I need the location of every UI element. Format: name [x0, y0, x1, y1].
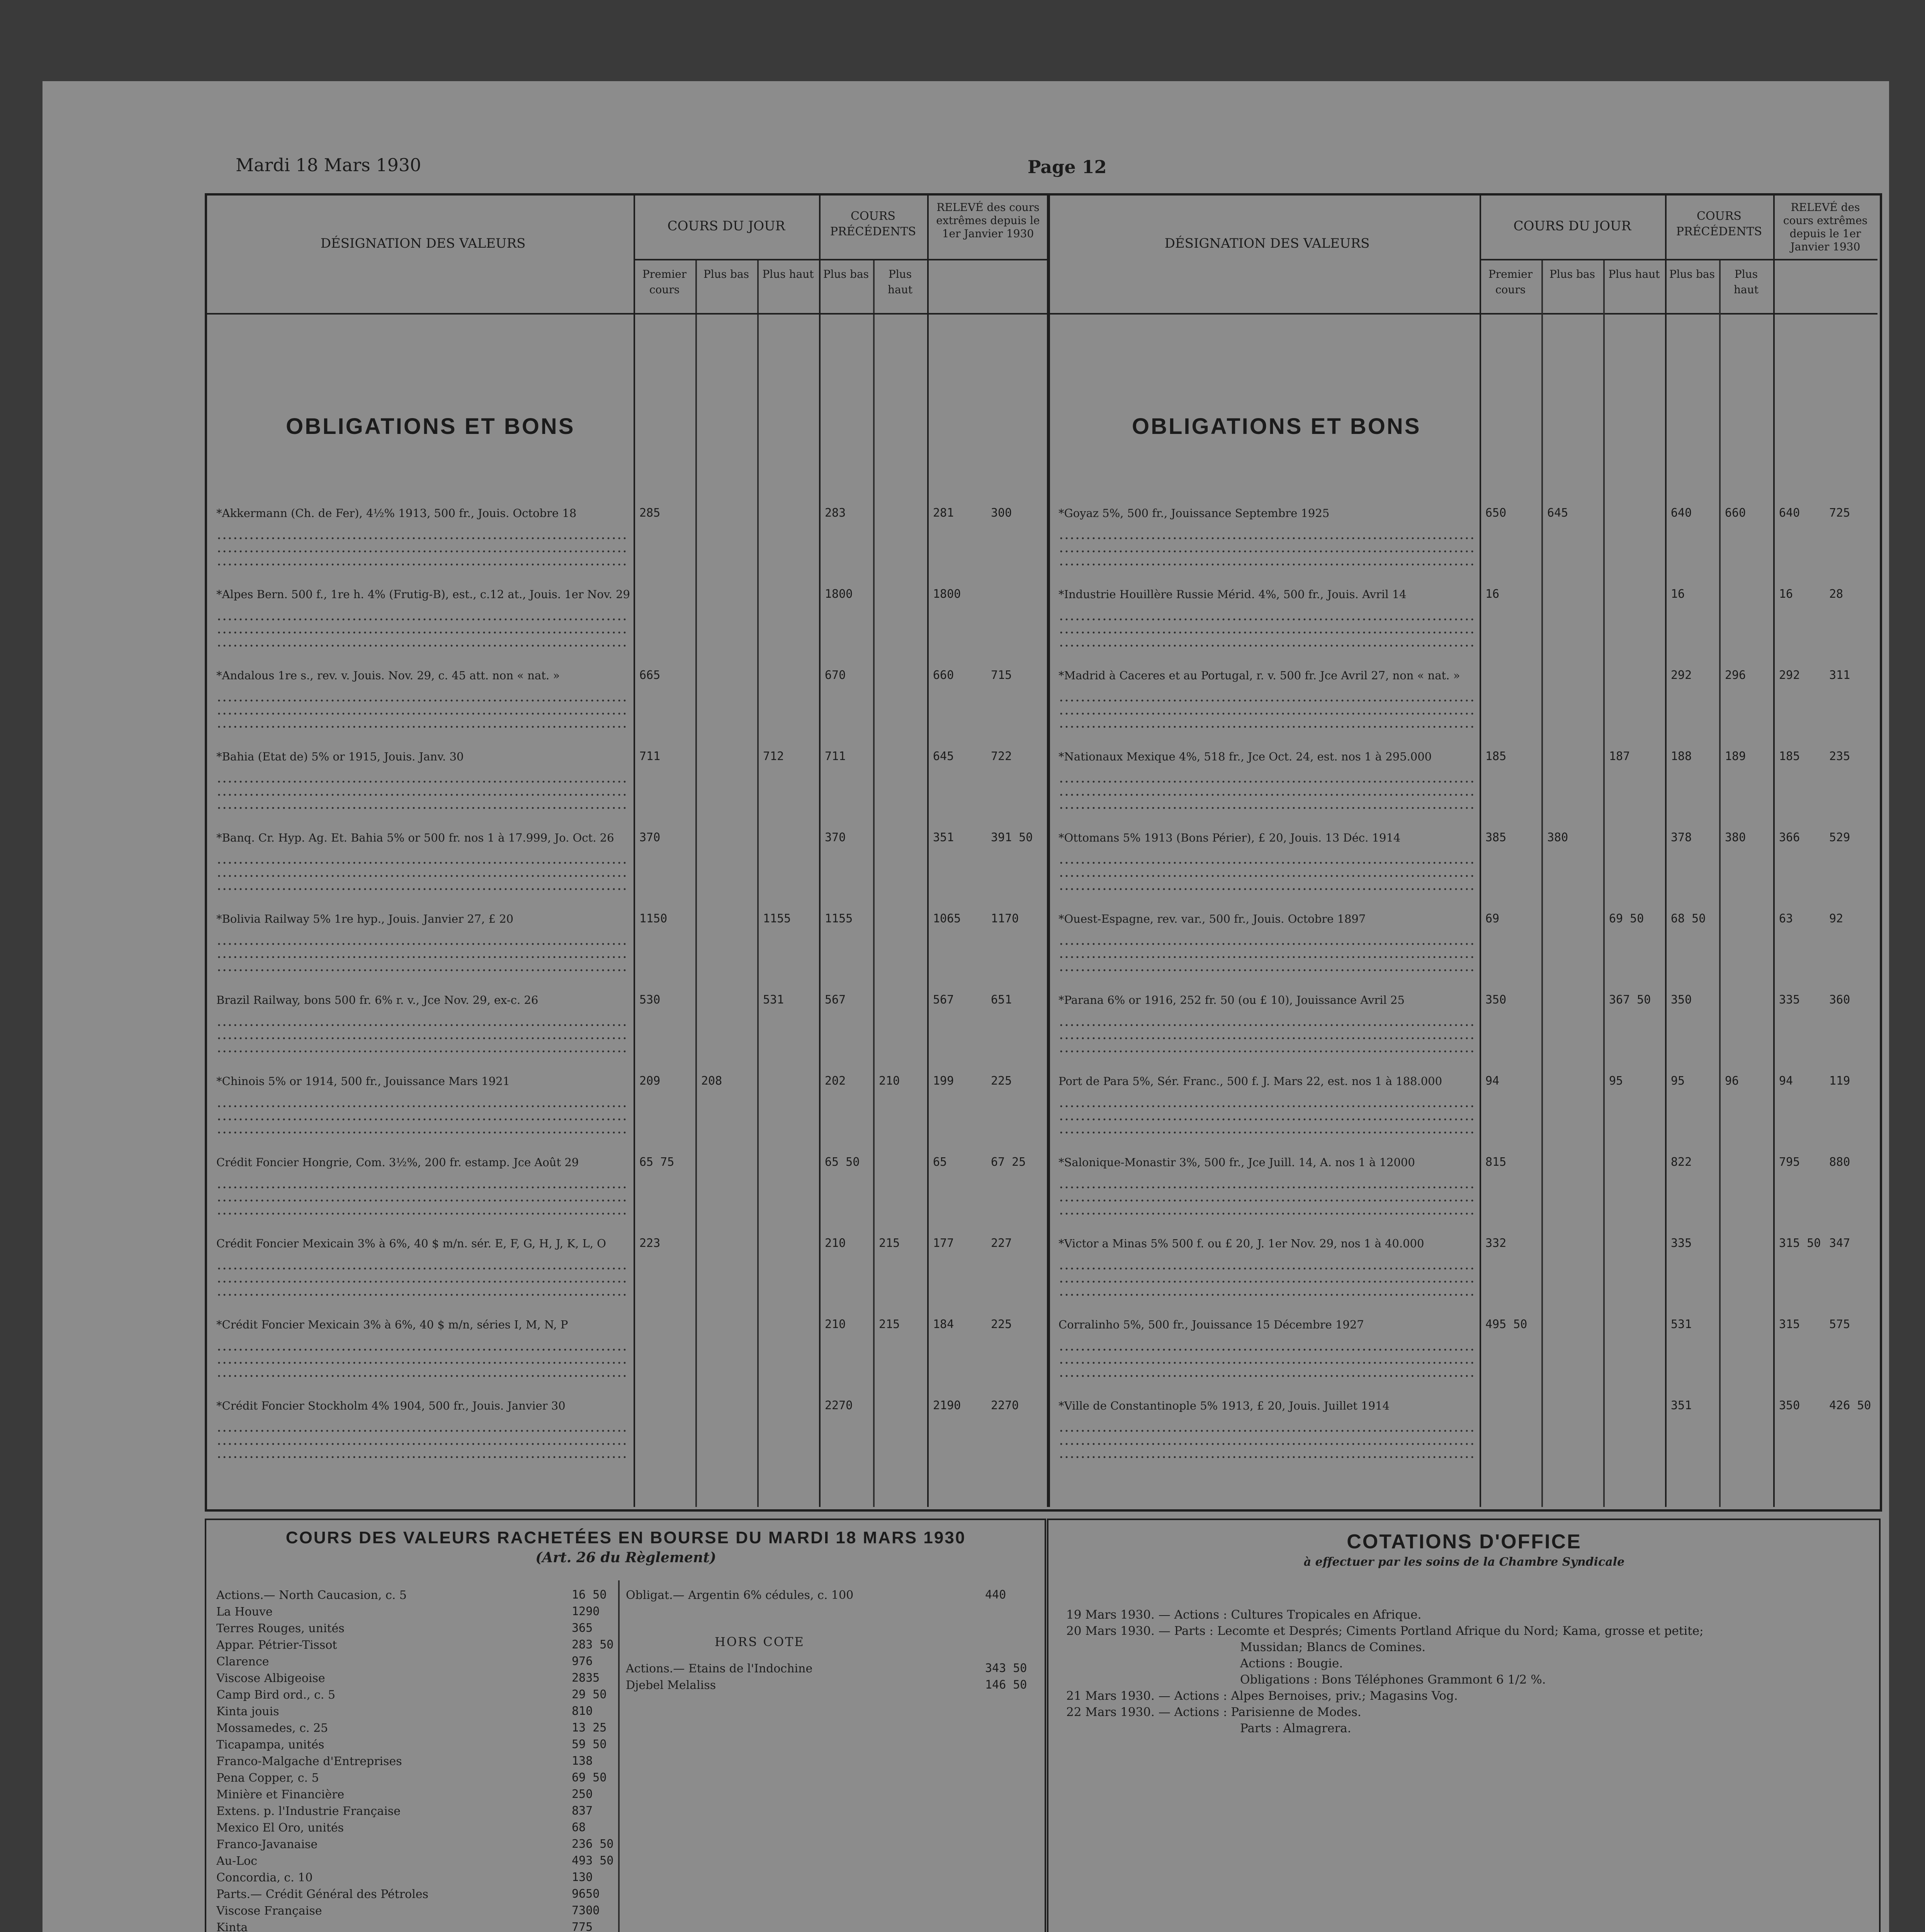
bond-row-value: 350 [1485, 993, 1507, 1007]
bond-row-value: 300 [991, 506, 1012, 520]
dotted-leader [216, 1209, 628, 1219]
dotted-leader [1058, 1209, 1474, 1219]
bond-row-value: 94 [1779, 1074, 1793, 1088]
rachetee-value: 976 [572, 1655, 593, 1668]
rachetee-value: 59 50 [572, 1738, 607, 1751]
designation-header: DÉSIGNATION DES VALEURS [320, 236, 526, 251]
bond-row-label: *Goyaz 5%, 500 fr., Jouissance Septembre 1925 [1058, 507, 1330, 520]
dotted-leader [216, 965, 628, 975]
dotted-leader [1058, 790, 1474, 800]
bond-row-value: 715 [991, 668, 1012, 682]
rachetee-name: Au-Loc [216, 1854, 257, 1868]
bond-row-value: 385 [1485, 831, 1507, 844]
cotations-subtitle: à effectuer par les soins de la Chambre Syndicale [1303, 1555, 1625, 1569]
bond-row-value: 223 [639, 1236, 661, 1250]
rachetee-value: 16 50 [572, 1588, 607, 1602]
dotted-leader [1058, 1182, 1474, 1192]
dotted-leader [216, 790, 628, 800]
rachetee-value: 130 [572, 1871, 593, 1884]
rachetee-name: Extens. p. l'Industrie Française [216, 1804, 401, 1818]
rachetee-name: Parts.— Crédit Général des Pétroles [216, 1888, 428, 1901]
dotted-leader [216, 641, 628, 651]
rachetee-value: 7300 [572, 1904, 600, 1917]
bond-row-value: 202 [825, 1074, 846, 1088]
releve-header-right: RELEVÉ des cours extrêmes depuis le 1er Janvier 1930 [1783, 201, 1868, 253]
bond-row-value: 370 [825, 831, 846, 844]
bond-row-label: Crédit Foncier Mexicain 3% à 6%, 40 $ m/n. sér. E, F, G, H, J, K, L, O [216, 1237, 606, 1250]
dotted-leader [216, 1358, 628, 1368]
cotations-frame [1047, 1519, 1881, 1932]
dotted-leader [1058, 777, 1474, 787]
rachetee-name: Kinta [216, 1921, 248, 1932]
prec-plus-bas-header-right: Plus bas [1669, 268, 1715, 281]
bond-row-value: 665 [639, 668, 661, 682]
rachetees-title: COURS DES VALEURS RACHETÉES EN BOURSE DU MARDI 18 MARS 1930 [285, 1528, 966, 1547]
bond-row-value: 366 [1779, 831, 1800, 844]
bond-row-value: 351 [1671, 1399, 1692, 1412]
cotations-title: COTATIONS D'OFFICE [1347, 1531, 1582, 1553]
bond-row-value: 28 [1829, 587, 1843, 601]
bond-row-value: 650 [1485, 506, 1507, 520]
bond-row-value: 725 [1829, 506, 1850, 520]
designation-header-right: DÉSIGNATION DES VALEURS [1164, 236, 1370, 251]
bond-row-value: 235 [1829, 750, 1850, 763]
bond-row-label: *Akkermann (Ch. de Fer), 4½% 1913, 500 fr., Jouis. Octobre 18 [216, 507, 577, 520]
bond-row-label: *Parana 6% or 1916, 252 fr. 50 (ou £ 10), Jouissance Avril 25 [1058, 993, 1405, 1007]
dotted-leader [1058, 1277, 1474, 1287]
bond-row-label: Port de Para 5%, Sér. Franc., 500 f. J. Mars 22, est. nos 1 à 188.000 [1058, 1075, 1442, 1088]
bond-row-value: 660 [1725, 506, 1746, 520]
cotation-line: 19 Mars 1930. — Actions : Cultures Tropicales en Afrique. [1066, 1608, 1422, 1622]
bond-row-value: 722 [991, 750, 1012, 763]
bond-row-value: 567 [825, 993, 846, 1007]
dotted-leader [1058, 1020, 1474, 1030]
newspaper-page [42, 81, 1889, 1932]
cotation-line: 22 Mars 1930. — Actions : Parisienne de Modes. [1066, 1705, 1361, 1719]
bond-row-value: 285 [639, 506, 661, 520]
bond-row-value: 370 [639, 831, 661, 844]
prec-plus-haut-header-right: Plus haut [1733, 268, 1758, 296]
cotation-line: Obligations : Bons Téléphones Grammont 6 1/2 %. [1240, 1673, 1546, 1687]
bond-row-value: 2270 [825, 1399, 853, 1412]
dotted-leader [216, 709, 628, 719]
rachetee-value: 283 50 [572, 1638, 614, 1651]
bond-row-value: 1155 [763, 912, 791, 925]
bond-row-label: *Victor a Minas 5% 500 f. ou £ 20, J. 1er Nov. 29, nos 1 à 40.000 [1058, 1237, 1424, 1250]
bond-row-value: 281 [933, 506, 954, 520]
bond-row-value: 283 [825, 506, 846, 520]
releve-header: RELEVÉ des cours extrêmes depuis le 1er Janvier 1930 [936, 201, 1040, 240]
center-divider [1047, 193, 1050, 1507]
rachetee-name: Kinta jouis [216, 1705, 279, 1718]
dotted-leader [1058, 614, 1474, 624]
dotted-leader [1058, 1264, 1474, 1274]
rachetee-name: Viscose Albigeoise [216, 1672, 325, 1685]
dotted-leader [216, 1277, 628, 1287]
bond-row-value: 335 [1671, 1236, 1692, 1250]
dotted-leader [1058, 546, 1474, 556]
bond-row-value: 94 [1485, 1074, 1500, 1088]
dotted-leader [216, 1182, 628, 1192]
plus-haut-header: Plus haut [762, 268, 814, 281]
bond-row-value: 65 75 [639, 1155, 675, 1169]
bond-row-value: 351 [933, 831, 954, 844]
rachetee-name: Minière et Financière [216, 1788, 345, 1801]
premier-cours-header-right: Premier cours [1488, 268, 1533, 296]
bond-row-value: 2190 [933, 1399, 961, 1412]
bond-row-value: 209 [639, 1074, 661, 1088]
rachetee-name: Franco-Javanaise [216, 1838, 318, 1851]
hors-cote-value: 343 50 [985, 1662, 1027, 1675]
bond-row-value: 2270 [991, 1399, 1019, 1412]
bond-row-value: 187 [1609, 750, 1630, 763]
bond-row-value: 367 50 [1609, 993, 1651, 1007]
rachetee-value: 365 [572, 1621, 593, 1635]
cotation-line: Mussidan; Blancs de Comines. [1240, 1640, 1426, 1654]
rachetee-name: Mexico El Oro, unités [216, 1821, 344, 1835]
section-title-right: OBLIGATIONS ET BONS [1132, 414, 1421, 439]
dotted-leader [1058, 628, 1474, 638]
bond-row-value: 529 [1829, 831, 1850, 844]
rachetee-value: 9650 [572, 1887, 600, 1901]
bond-row-value: 296 [1725, 668, 1746, 682]
hors-cote-name: Djebel Melaliss [626, 1679, 716, 1692]
dotted-leader [1058, 709, 1474, 719]
hors-cote-value: 146 50 [985, 1678, 1027, 1692]
bond-row-label: *Nationaux Mexique 4%, 518 fr., Jce Oct. 24, est. nos 1 à 295.000 [1058, 750, 1432, 763]
rachetee-value: 69 50 [572, 1771, 607, 1784]
bond-row-value: 69 50 [1609, 912, 1644, 925]
dotted-leader [1058, 722, 1474, 732]
bond-row-label: *Chinois 5% or 1914, 500 fr., Jouissance Mars 1921 [216, 1075, 510, 1088]
bond-row-value: 640 [1779, 506, 1800, 520]
bond-row-value: 65 [933, 1155, 947, 1169]
bond-row-value: 227 [991, 1236, 1012, 1250]
dotted-leader [216, 952, 628, 962]
rachetee-oblig-value: 440 [985, 1588, 1006, 1602]
bond-row-value: 311 [1829, 668, 1850, 682]
bond-row-label: *Industrie Houillère Russie Mérid. 4%, 500 fr., Jouis. Avril 14 [1058, 588, 1407, 601]
bond-row-value: 350 [1779, 1399, 1800, 1412]
bond-row-value: 315 [1779, 1318, 1800, 1331]
dotted-leader [216, 1345, 628, 1355]
rachetee-name: Concordia, c. 10 [216, 1871, 313, 1884]
dotted-leader [216, 1264, 628, 1274]
cours-du-jour-header: COURS DU JOUR [667, 218, 785, 234]
bond-row-value: 1800 [933, 587, 961, 601]
rachetee-name: Franco-Malgache d'Entreprises [216, 1755, 402, 1768]
bond-row-value: 640 [1671, 506, 1692, 520]
bond-row-label: *Bahia (Etat de) 5% or 1915, Jouis. Janv. 30 [216, 750, 464, 763]
prec-plus-haut-header: Plus haut [887, 268, 912, 296]
prec-plus-bas-header: Plus bas [823, 268, 869, 281]
cours-precedents-header-right: COURS PRÉCÉDENTS [1676, 209, 1762, 238]
cotation-line: 21 Mars 1930. — Actions : Alpes Bernoises, priv.; Magasins Vog. [1066, 1689, 1458, 1703]
dotted-leader [216, 533, 628, 543]
bond-row-value: 711 [825, 750, 846, 763]
bond-row-label: Crédit Foncier Hongrie, Com. 3½%, 200 fr. estamp. Jce Août 29 [216, 1156, 579, 1169]
cotation-line: Parts : Almagrera. [1240, 1721, 1351, 1735]
dotted-leader [216, 1101, 628, 1111]
bond-row-value: 177 [933, 1236, 954, 1250]
rachetee-value: 29 50 [572, 1688, 607, 1701]
bond-row-value: 795 [1779, 1155, 1800, 1169]
obligations-table-frame [205, 193, 1882, 1512]
bond-row-value: 711 [639, 750, 661, 763]
dotted-leader [1058, 1101, 1474, 1111]
bond-row-label: *Madrid à Caceres et au Portugal, r. v. 500 fr. Jce Avril 27, non « nat. » [1058, 669, 1460, 682]
bond-row-value: 645 [1547, 506, 1568, 520]
rachetee-name: Pena Copper, c. 5 [216, 1771, 319, 1785]
rachetee-value: 13 25 [572, 1721, 607, 1735]
hors-cote-name: Actions.— Etains de l'Indochine [626, 1662, 813, 1675]
rachetee-name: Clarence [216, 1655, 269, 1668]
dotted-leader [216, 939, 628, 949]
dotted-leader [1058, 1452, 1474, 1462]
bond-row-value: 495 50 [1485, 1318, 1527, 1331]
dotted-leader [1058, 696, 1474, 706]
bond-row-value: 645 [933, 750, 954, 763]
plus-bas-header-right: Plus bas [1549, 268, 1595, 281]
bond-row-value: 96 [1725, 1074, 1739, 1088]
cotation-line: Actions : Bougie. [1240, 1656, 1343, 1670]
section-title-left: OBLIGATIONS ET BONS [286, 414, 575, 439]
dotted-leader [216, 1114, 628, 1124]
premier-cours-header: Premier cours [642, 268, 687, 296]
bond-row-value: 208 [701, 1074, 722, 1088]
rachetee-name: Terres Rouges, unités [216, 1622, 345, 1635]
dotted-leader [216, 628, 628, 638]
dotted-leader [1058, 1290, 1474, 1300]
dotted-leader [216, 1371, 628, 1381]
bond-row-value: 1155 [825, 912, 853, 925]
dotted-leader [216, 1196, 628, 1206]
bond-row-value: 332 [1485, 1236, 1507, 1250]
bond-row-value: 315 50 [1779, 1236, 1821, 1250]
rachetee-oblig-name: Obligat.— Argentin 6% cédules, c. 100 [626, 1588, 854, 1602]
dotted-leader [216, 871, 628, 881]
cours-du-jour-header-right: COURS DU JOUR [1513, 218, 1631, 234]
bond-row-value: 225 [991, 1074, 1012, 1088]
bond-row-value: 188 [1671, 750, 1692, 763]
bond-row-value: 68 50 [1671, 912, 1706, 925]
bond-row-label: Corralinho 5%, 500 fr., Jouissance 15 Décembre 1927 [1058, 1318, 1364, 1331]
bond-row-label: *Banq. Cr. Hyp. Ag. Et. Bahia 5% or 500 fr. nos 1 à 17.999, Jo. Oct. 26 [216, 831, 614, 844]
bond-row-value: 119 [1829, 1074, 1850, 1088]
rachetee-value: 68 [572, 1821, 586, 1834]
dotted-leader [1058, 884, 1474, 894]
dotted-leader [1058, 1371, 1474, 1381]
rachetee-name: Ticapampa, unités [216, 1738, 325, 1752]
dotted-leader [216, 1128, 628, 1138]
dotted-leader [216, 1046, 628, 1056]
dotted-leader [1058, 1358, 1474, 1368]
dotted-leader [1058, 1114, 1474, 1124]
bond-row-value: 335 [1779, 993, 1800, 1007]
dotted-leader [1058, 1196, 1474, 1206]
dotted-leader [216, 722, 628, 732]
dotted-leader [1058, 1128, 1474, 1138]
rachetee-name: Viscose Française [216, 1904, 322, 1918]
bond-row-label: *Alpes Bern. 500 f., 1re h. 4% (Frutig-B), est., c.12 at., Jouis. 1er Nov. 29 [216, 588, 630, 601]
bond-row-value: 531 [763, 993, 784, 1007]
dotted-leader [1058, 965, 1474, 975]
bond-row-value: 95 [1671, 1074, 1685, 1088]
dotted-leader [1058, 858, 1474, 868]
rachetee-name: Mossamedes, c. 25 [216, 1721, 328, 1735]
dotted-leader [216, 777, 628, 787]
bond-row-value: 660 [933, 668, 954, 682]
rachetee-value: 1290 [572, 1605, 600, 1618]
bond-row-label: Brazil Railway, bons 500 fr. 6% r. v., Jce Nov. 29, ex-c. 26 [216, 993, 539, 1007]
hors-cote-title: HORS COTE [715, 1634, 805, 1649]
bond-row-value: 292 [1779, 668, 1800, 682]
dotted-leader [216, 1452, 628, 1462]
dotted-leader [1058, 871, 1474, 881]
bond-row-value: 185 [1779, 750, 1800, 763]
dotted-leader [216, 546, 628, 556]
bond-row-value: 712 [763, 750, 784, 763]
bond-row-value: 92 [1829, 912, 1843, 925]
rachetee-name: Actions.— North Caucasion, c. 5 [216, 1588, 407, 1602]
bond-row-value: 391 50 [991, 831, 1033, 844]
rachetee-value: 837 [572, 1804, 593, 1818]
bond-row-value: 225 [991, 1318, 1012, 1331]
dotted-leader [1058, 939, 1474, 949]
bond-row-value: 210 [879, 1074, 900, 1088]
bond-row-label: *Crédit Foncier Stockholm 4% 1904, 500 fr., Jouis. Janvier 30 [216, 1399, 566, 1412]
rachetee-value: 250 [572, 1787, 593, 1801]
bond-row-value: 67 25 [991, 1155, 1026, 1169]
dotted-leader [1058, 1426, 1474, 1436]
bond-row-value: 16 [1485, 587, 1500, 601]
bond-row-value: 65 50 [825, 1155, 860, 1169]
bond-row-value: 210 [825, 1236, 846, 1250]
bond-row-value: 380 [1725, 831, 1746, 844]
bond-row-label: *Ville de Constantinople 5% 1913, £ 20, Jouis. Juillet 1914 [1058, 1399, 1390, 1412]
dotted-leader [1058, 1046, 1474, 1056]
dotted-leader [216, 614, 628, 624]
bond-row-value: 16 [1779, 587, 1793, 601]
bond-row-label: *Ouest-Espagne, rev. var., 500 fr., Jouis. Octobre 1897 [1058, 912, 1366, 925]
bond-row-value: 69 [1485, 912, 1500, 925]
plus-haut-header-right: Plus haut [1608, 268, 1660, 281]
dotted-leader [1058, 952, 1474, 962]
bond-row-value: 815 [1485, 1155, 1507, 1169]
rachetee-value: 236 50 [572, 1837, 614, 1851]
cours-precedents-header: COURS PRÉCÉDENTS [830, 209, 916, 238]
dotted-leader [1058, 1033, 1474, 1043]
bond-row-value: 880 [1829, 1155, 1850, 1169]
bond-row-value: 378 [1671, 831, 1692, 844]
bond-row-value: 822 [1671, 1155, 1692, 1169]
dotted-leader [1058, 1439, 1474, 1449]
dotted-leader [1058, 803, 1474, 813]
dotted-leader [216, 696, 628, 706]
bond-row-value: 531 [1671, 1318, 1692, 1331]
bond-row-label: *Bolivia Railway 5% 1re hyp., Jouis. Janvier 27, £ 20 [216, 912, 513, 925]
dotted-leader [1058, 641, 1474, 651]
rachetee-name: Camp Bird ord., c. 5 [216, 1688, 335, 1702]
dotted-leader [1058, 533, 1474, 543]
bond-row-value: 360 [1829, 993, 1850, 1007]
page-number: Page 12 [1028, 156, 1107, 177]
bond-row-value: 185 [1485, 750, 1507, 763]
bond-row-value: 210 [825, 1318, 846, 1331]
bond-row-value: 16 [1671, 587, 1685, 601]
bond-row-value: 1065 [933, 912, 961, 925]
bond-row-value: 1150 [639, 912, 668, 925]
cotation-line: 20 Mars 1930. — Parts : Lecomte et Després; Ciments Portland Afrique du Nord; Kama, grosse et petite; [1066, 1624, 1704, 1638]
bond-row-value: 567 [933, 993, 954, 1007]
bond-row-label: *Andalous 1re s., rev. v. Jouis. Nov. 29, c. 45 att. non « nat. » [216, 669, 560, 682]
bond-row-label: *Salonique-Monastir 3%, 500 fr., Jce Juill. 14, A. nos 1 à 12000 [1058, 1156, 1415, 1169]
bond-row-value: 651 [991, 993, 1012, 1007]
rachetee-value: 2835 [572, 1671, 600, 1685]
dotted-leader [216, 1290, 628, 1300]
bond-row-value: 95 [1609, 1074, 1623, 1088]
bond-row-value: 530 [639, 993, 661, 1007]
rachetee-value: 493 50 [572, 1854, 614, 1867]
bond-row-label: *Crédit Foncier Mexicain 3% à 6%, 40 $ m/n, séries I, M, N, P [216, 1318, 568, 1331]
bond-row-value: 1170 [991, 912, 1019, 925]
bond-row-value: 347 [1829, 1236, 1850, 1250]
dotted-leader [216, 1020, 628, 1030]
rachetee-name: La Houve [216, 1605, 273, 1619]
bond-row-label: *Ottomans 5% 1913 (Bons Périer), £ 20, Jouis. 13 Déc. 1914 [1058, 831, 1401, 844]
bond-row-value: 380 [1547, 831, 1568, 844]
dotted-leader [216, 803, 628, 813]
rachetee-value: 810 [572, 1704, 593, 1718]
rachetee-name: Appar. Pétrier-Tissot [216, 1638, 337, 1652]
rachetees-frame [205, 1519, 1046, 1932]
bond-row-value: 189 [1725, 750, 1746, 763]
rachetees-subtitle: (Art. 26 du Règlement) [535, 1549, 716, 1566]
dotted-leader [216, 1033, 628, 1043]
bond-row-value: 575 [1829, 1318, 1850, 1331]
bond-row-value: 426 50 [1829, 1399, 1871, 1412]
plus-bas-header: Plus bas [703, 268, 749, 281]
bond-row-value: 1800 [825, 587, 853, 601]
page-date: Mardi 18 Mars 1930 [236, 155, 421, 175]
dotted-leader [1058, 1345, 1474, 1355]
dotted-leader [216, 1439, 628, 1449]
bond-row-value: 292 [1671, 668, 1692, 682]
bond-row-value: 670 [825, 668, 846, 682]
bond-row-value: 215 [879, 1236, 900, 1250]
dotted-leader [216, 884, 628, 894]
bond-row-value: 215 [879, 1318, 900, 1331]
dotted-leader [216, 1426, 628, 1436]
rachetee-value: 775 [572, 1920, 593, 1932]
bond-row-value: 63 [1779, 912, 1793, 925]
bond-row-value: 184 [933, 1318, 954, 1331]
dotted-leader [216, 858, 628, 868]
dotted-leader [1058, 560, 1474, 570]
dotted-leader [216, 560, 628, 570]
bond-row-value: 350 [1671, 993, 1692, 1007]
rachetee-value: 138 [572, 1754, 593, 1768]
bond-row-value: 199 [933, 1074, 954, 1088]
